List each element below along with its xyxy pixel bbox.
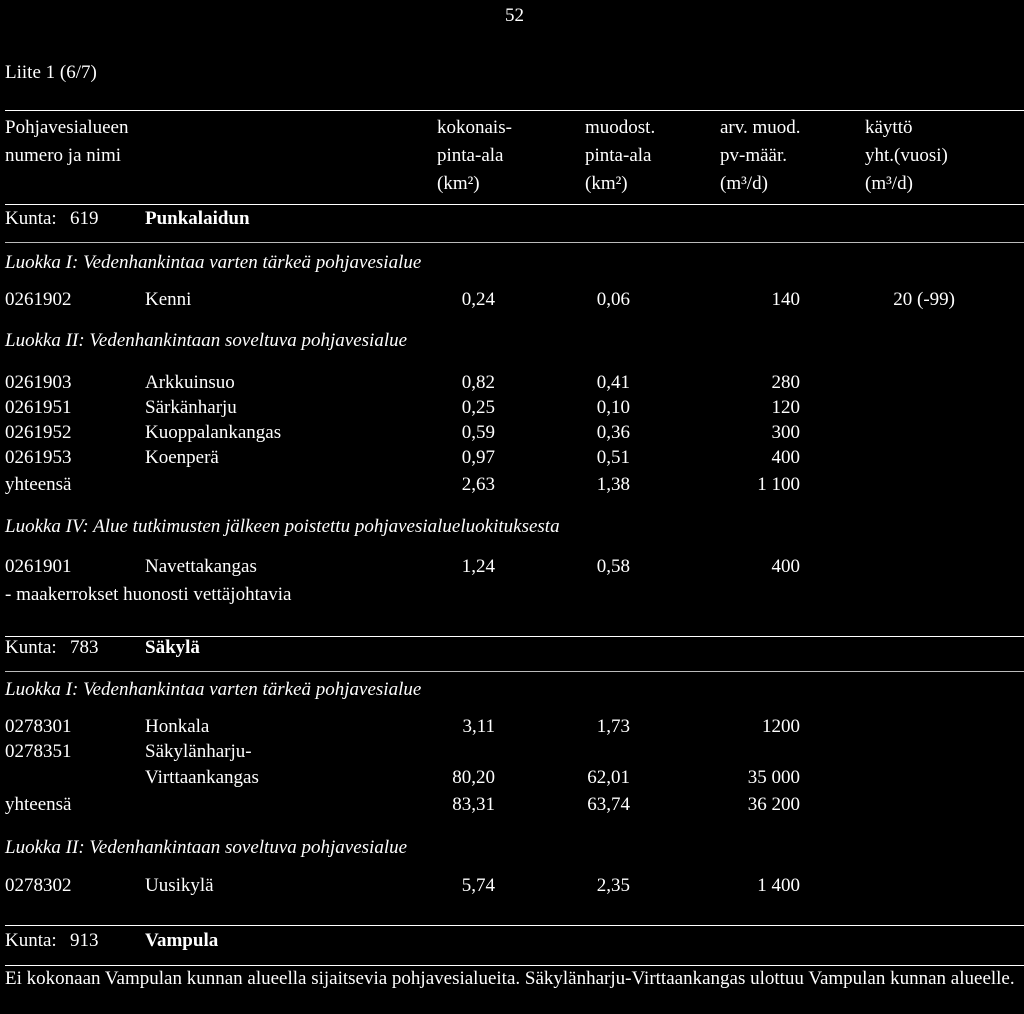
row-flow: 35 000 bbox=[747, 767, 800, 788]
sum-label: yhteensä bbox=[5, 794, 72, 815]
kunta-rule bbox=[5, 671, 1024, 672]
row-name: Navettakangas bbox=[145, 556, 257, 577]
kunta-name: Vampula bbox=[145, 930, 219, 951]
row-id: 0261902 bbox=[5, 289, 72, 310]
sum-flow: 36 200 bbox=[747, 794, 800, 815]
header-bottom-rule bbox=[5, 204, 1024, 205]
column-header-col4-line2: pv-määr. bbox=[720, 145, 788, 166]
column-header-col3-line2: pinta-ala bbox=[585, 145, 652, 166]
row-id: 0261951 bbox=[5, 397, 72, 418]
row-formation-area: 0,51 bbox=[596, 447, 630, 468]
row-id: 0261952 bbox=[5, 422, 72, 443]
sum-label: yhteensä bbox=[5, 474, 72, 495]
row-total-area: 5,74 bbox=[461, 875, 495, 896]
kunta-code: 913 bbox=[70, 930, 99, 951]
class-title: Luokka II: Vedenhankintaan soveltuva pohjavesialue bbox=[5, 330, 408, 351]
row-flow: 280 bbox=[771, 372, 800, 393]
kunta-code: 783 bbox=[70, 637, 99, 658]
sum-total-area: 2,63 bbox=[461, 474, 495, 495]
row-total-area: 3,11 bbox=[462, 716, 495, 737]
column-header-col5-line2: yht.(vuosi) bbox=[865, 145, 948, 166]
section-rule bbox=[5, 965, 1024, 966]
column-header-col3-line3: (km²) bbox=[585, 173, 628, 194]
sum-flow: 1 100 bbox=[757, 474, 800, 495]
row-total-area: 0,82 bbox=[461, 372, 495, 393]
class-title: Luokka I: Vedenhankintaa varten tärkeä pohjavesialue bbox=[5, 252, 422, 273]
row-usage: 20 (-99) bbox=[893, 289, 955, 310]
row-id: 0278351 bbox=[5, 741, 72, 762]
row-flow: 1200 bbox=[762, 716, 800, 737]
row-formation-area: 2,35 bbox=[596, 875, 630, 896]
kunta-code: 619 bbox=[70, 208, 99, 229]
column-header-col1-line2: numero ja nimi bbox=[5, 145, 122, 166]
row-flow: 120 bbox=[771, 397, 800, 418]
row-formation-area: 1,73 bbox=[596, 716, 630, 737]
municipality-note: Ei kokonaan Vampulan kunnan alueella sijaitsevia pohjavesialueita. Säkylänharju-Virttaankangas ulottuu Vampulan kunnan alueelle. bbox=[5, 968, 1015, 989]
sum-formation-area: 63,74 bbox=[587, 794, 630, 815]
row-name: Arkkuinsuo bbox=[145, 372, 235, 393]
kunta-label: Kunta: bbox=[5, 637, 57, 658]
column-header-col1-line1: Pohjavesialueen bbox=[5, 117, 129, 138]
kunta-name: Punkalaidun bbox=[145, 208, 250, 229]
column-header-col2-line1: kokonais- bbox=[437, 117, 512, 138]
row-id: 0261953 bbox=[5, 447, 72, 468]
row-total-area: 0,25 bbox=[461, 397, 495, 418]
appendix-label: Liite 1 (6/7) bbox=[5, 62, 97, 83]
class-title: Luokka I: Vedenhankintaa varten tärkeä pohjavesialue bbox=[5, 679, 422, 700]
sum-formation-area: 1,38 bbox=[596, 474, 630, 495]
row-name: Koenperä bbox=[145, 447, 219, 468]
class-title: Luokka IV: Alue tutkimusten jälkeen poistettu pohjavesialueluokituksesta bbox=[5, 516, 560, 537]
row-formation-area: 0,36 bbox=[596, 422, 630, 443]
column-header-col4-line3: (m³/d) bbox=[720, 173, 768, 194]
row-total-area: 0,59 bbox=[461, 422, 495, 443]
row-id: 0278301 bbox=[5, 716, 72, 737]
row-flow: 300 bbox=[771, 422, 800, 443]
column-header-col2-line2: pinta-ala bbox=[437, 145, 504, 166]
row-formation-area: 62,01 bbox=[587, 767, 630, 788]
header-top-rule bbox=[5, 110, 1024, 111]
row-id: 0261901 bbox=[5, 556, 72, 577]
row-total-area: 1,24 bbox=[461, 556, 495, 577]
row-flow: 1 400 bbox=[757, 875, 800, 896]
row-name: Uusikylä bbox=[145, 875, 214, 896]
row-flow: 140 bbox=[771, 289, 800, 310]
sum-total-area: 83,31 bbox=[452, 794, 495, 815]
row-formation-area: 0,41 bbox=[596, 372, 630, 393]
row-id: 0261903 bbox=[5, 372, 72, 393]
row-flow: 400 bbox=[771, 556, 800, 577]
section-rule bbox=[5, 925, 1024, 926]
class-title: Luokka II: Vedenhankintaan soveltuva pohjavesialue bbox=[5, 837, 408, 858]
column-header-col4-line1: arv. muod. bbox=[720, 117, 801, 138]
row-id: 0278302 bbox=[5, 875, 72, 896]
kunta-label: Kunta: bbox=[5, 930, 57, 951]
row-total-area: 80,20 bbox=[452, 767, 495, 788]
row-name-cont: Virttaankangas bbox=[145, 767, 259, 788]
row-name: Säkylänharju- bbox=[145, 741, 252, 762]
page-number: 52 bbox=[505, 5, 524, 26]
row-flow: 400 bbox=[771, 447, 800, 468]
column-header-col5-line1: käyttö bbox=[865, 117, 913, 138]
row-name: Honkala bbox=[145, 716, 210, 737]
row-name: Särkänharju bbox=[145, 397, 237, 418]
column-header-col3-line1: muodost. bbox=[585, 117, 656, 138]
row-total-area: 0,97 bbox=[461, 447, 495, 468]
row-name: Kuoppalankangas bbox=[145, 422, 282, 443]
row-name: Kenni bbox=[145, 289, 192, 310]
column-header-col5-line3: (m³/d) bbox=[865, 173, 913, 194]
kunta-label: Kunta: bbox=[5, 208, 57, 229]
class-note: - maakerrokset huonosti vettäjohtavia bbox=[5, 584, 292, 605]
column-header-col2-line3: (km²) bbox=[437, 173, 480, 194]
row-total-area: 0,24 bbox=[461, 289, 495, 310]
row-formation-area: 0,06 bbox=[596, 289, 630, 310]
row-formation-area: 0,10 bbox=[596, 397, 630, 418]
row-formation-area: 0,58 bbox=[596, 556, 630, 577]
kunta-rule bbox=[5, 242, 1024, 243]
kunta-name: Säkylä bbox=[145, 637, 200, 658]
